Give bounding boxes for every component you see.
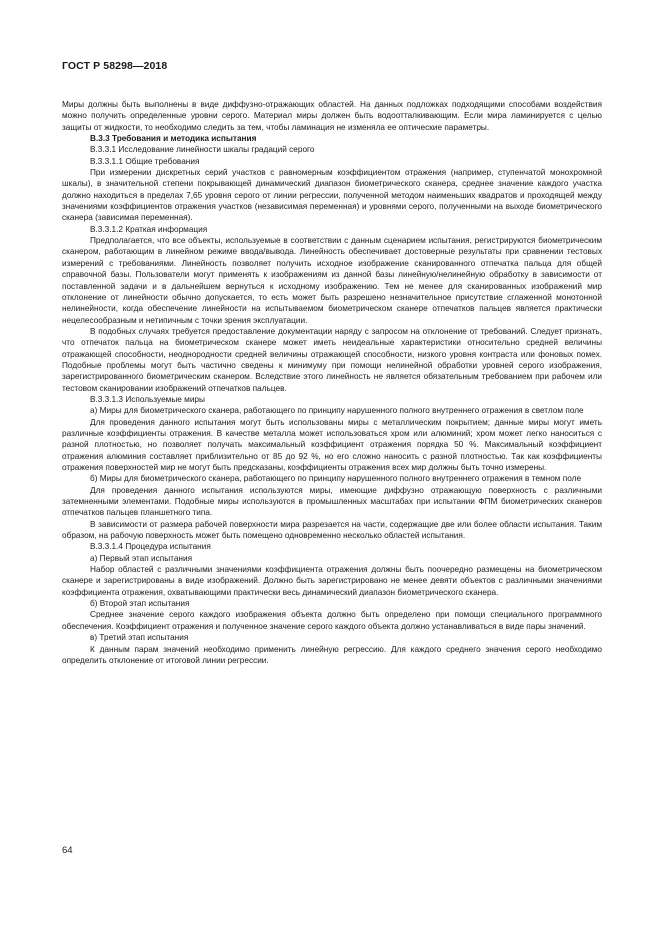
subsection-heading: В.3.3.1.2 Краткая информация bbox=[90, 224, 208, 234]
paragraph: Для проведения данного испытания могут быть использованы миры с металлическим покрытием; данные миры могут иметь различные коэффициенты отражения. В качестве металла может использоваться хром или алюминий; хром может легко наноситься с разной плотностью, но позволяет получать максимальный коэффициент отражения порядка 50 %. Максимальный коэффициент отражения алюминия составляет приблизительно от 85 до 92 %, но его сложно наносить с разной плотностью. Так как коэффициенты отражения поверхностей мир не могут быть предсказаны, коэффициенты отражения всех мир должны быть точно измерены. bbox=[62, 417, 602, 472]
paragraph: Для проведения данного испытания используются миры, имеющие диффузно отражающую поверхность с различными затемненными элементами. Подобные миры используются в промышленных масштабах при испытании ФПМ биометрических сканеров отпечатков пальцев планшетного типа. bbox=[62, 485, 602, 518]
paragraph: К данным парам значений необходимо применить линейную регрессию. Для каждого среднего значения серого необходимо определить отклонение от итоговой линии регрессии. bbox=[62, 644, 602, 665]
paragraph: В подобных случаях требуется предоставление документации наряду с запросом на отклонение от требований. Следует признать, что отпечаток пальца на биометрическом сканере может иметь неидеальные характеристики относительно средней величины отражающей способности, неоднородности средней величины отражающей способности, низкого уровня контраста или фоновых помех. Подобные проблемы могут быть частично сведены к минимуму при помощи нелинейной обработки уровней серого изображения, зарегистрированного биометрическим сканером. Вследствие этого линейность не является обязательным требованием при рабочем или тестовом сканировании изображений отпечатков пальцев. bbox=[62, 326, 602, 393]
section-heading bbox=[62, 133, 602, 144]
subsection-heading: В.3.3.1.4 Процедура испытания bbox=[90, 542, 211, 552]
subsection-heading: В.3.3.1.3 Используемые миры bbox=[90, 394, 205, 404]
paragraph: Миры должны быть выполнены в виде диффузно-отражающих областей. На данных подложках подходящими способами воздействия можно получить определенные уровни серого. Материал миры должен быть водоотталкивающим. Если мира ламинируется с целью защиты от жидкости, то необходимо следить за тем, чтобы ламинация не изменяла ее оптические параметры. bbox=[62, 100, 602, 132]
paragraph: Набор областей с различными значениями коэффициента отражения должны быть поочередно размещены на биометрическом сканере и зарегистрированы в виде изображений. Должно быть зарегистрировано не менее девяти объектов с различными значениями коэффициента отражения, охватывающими практически весь динамический диапазон биометрического сканера. bbox=[62, 565, 602, 597]
paragraph: В зависимости от размера рабочей поверхности мира разрезается на части, содержащие две или более области испытания. Таким образом, на рабочую поверхность может быть помещено одновременно несколько областей испытания. bbox=[62, 519, 602, 541]
list-item: б) Миры для биометрического сканера, работающего по принципу нарушенного полного внутреннего отражения в темном поле bbox=[90, 474, 582, 484]
list-item: а) Миры для биометрического сканера, работающего по принципу нарушенного полного внутреннего отражения в светлом поле bbox=[90, 406, 584, 416]
paragraph: Среднее значение серого каждого изображения объекта должно быть определено при помощи специального программного обеспечения. Коэффициент отражения и полученное значение серого каждого объекта должно устанавливаться в виде пары значений. bbox=[62, 610, 602, 631]
list-item: б) Второй этап испытания bbox=[90, 599, 190, 609]
paragraph: При измерении дискретных серий участков с равномерным коэффициентом отражения (например, ступенчатой монохромной шкалы), в значительной степени покрывающей динамический диапазон биометрического сканера, среднее значение каждого участка должно находиться в пределах 7,65 уровня серого от линии регрессии, полученной методом наименьших квадратов и проходящей между значениями коэффициентов отражения участков (независимая переменная) и уровнями серого, полученными на выходе биометрического сканера (зависимая переменная). bbox=[62, 168, 602, 223]
section-heading-text: В.3.3 Требования и методика испытания bbox=[90, 134, 257, 144]
list-item: а) Первый этап испытания bbox=[90, 553, 193, 563]
document-body bbox=[62, 99, 602, 666]
subsection-heading: В.3.3.1 Исследование линейности шкалы градаций серого bbox=[90, 145, 315, 155]
subsection-heading: В.3.3.1.1 Общие требования bbox=[90, 156, 200, 166]
page-number: 64 bbox=[62, 845, 73, 856]
list-item: в) Третий этап испытания bbox=[90, 633, 189, 643]
document-header: ГОСТ Р 58298—2018 bbox=[62, 60, 168, 72]
paragraph: Предполагается, что все объекты, используемые в соответствии с данным сценарием испытания, регистрируются биометрическим сканером, работающим в линейном режиме ввода/вывода. Линейность обеспечивает достоверные результаты при сравнении тестовых измерений с требованиями. Линейность позволяет получить исходное изображение сканированного отпечатка пальца для общей справочной базы. Пользователи могут применять к изображениям из данной базы линейную/нелинейную обработку в зависимости от поставленной задачи и в дальнейшем вернуться к исходному изображению. Тем не менее для сканированных изображений мир отклонение от линейности обычно допускается, то есть может быть разрешено незначительное присутствие сглаженной монотонной нелинейности, когда обеспечение линейности на испытываемом биометрическом сканере отпечатков пальцев является практически нецелесообразным и нетипичным с точки зрения эксплуатации. bbox=[62, 236, 602, 325]
